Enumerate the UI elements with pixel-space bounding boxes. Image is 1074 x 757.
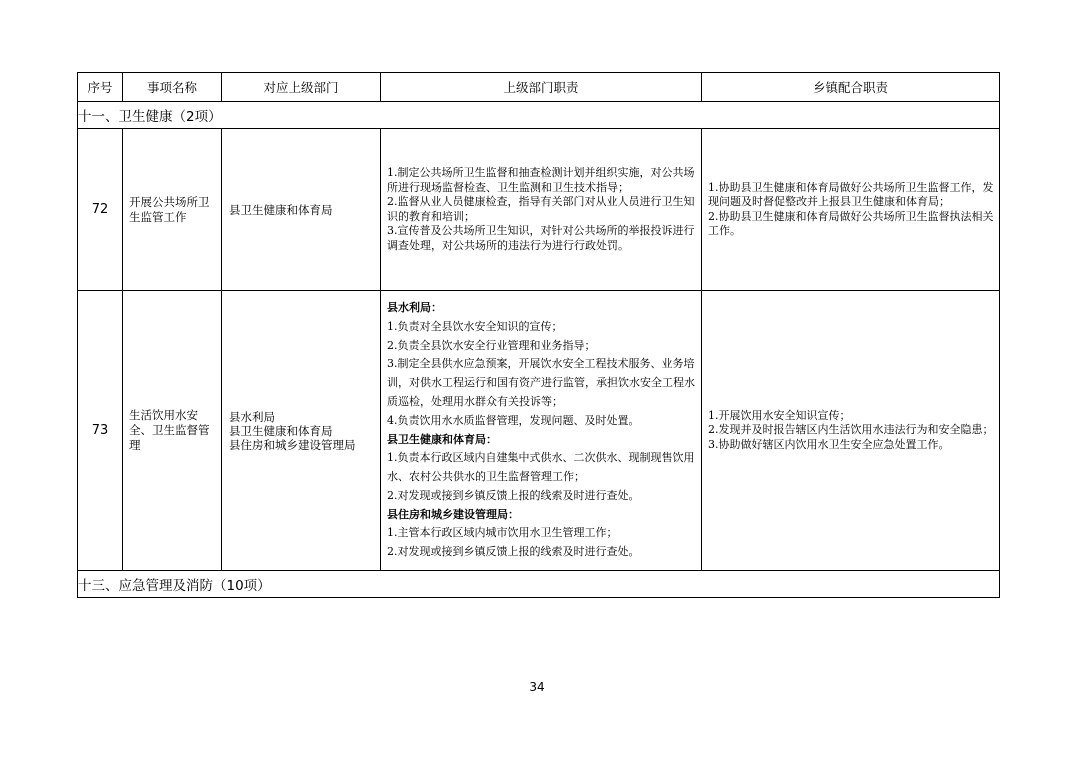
table-row	[78, 291, 1000, 571]
row-number: 72	[78, 129, 123, 291]
duty-item: 1.制定公共场所卫生监督和抽查检测计划并组织实施，对公共场所进行现场监督检查、卫生监测和卫生技术指导；	[387, 166, 695, 194]
duty-item: 2.监督从业人员健康检查，指导有关部门对从业人员进行卫生知识的教育和培训；	[387, 195, 695, 223]
coop-item: 2.发现并及时报告辖区内生活饮用水违法行为和安全隐患；	[708, 423, 994, 437]
dept-line: 县卫生健康和体育局	[229, 423, 333, 438]
section-row-health	[78, 102, 1000, 129]
coop-item: 1.开展饮用水安全知识宣传；	[708, 408, 851, 422]
duty-item: 1.主管本行政区域内城市饮用水卫生管理工作；	[387, 526, 618, 540]
dept-line: 县水利局	[229, 409, 275, 424]
page-number: 34	[529, 680, 545, 694]
superior-dept	[222, 291, 381, 571]
duty-item: 3.制定全县供水应急预案，开展饮水安全工程技术服务、业务培训，对供水工程运行和国有资产进行监管，承担饮水安全工程水质巡检，处理用水群众有关投诉等；	[387, 357, 695, 408]
duty-item: 3.宣传普及公共场所卫生知识，对针对公共场所的举报投诉进行调查处理，对公共场所的违法行为进行行政处罚。	[387, 224, 695, 252]
duty-item: 2.对发现或接到乡镇反馈上报的线索及时进行查处。	[387, 488, 640, 502]
superior-dept	[222, 129, 381, 291]
duty-item: 4.负责饮用水水质监督管理，发现问题、及时处置。	[387, 413, 640, 427]
table-row	[78, 129, 1000, 291]
row-number: 73	[78, 291, 123, 571]
coop-item: 1.协助县卫生健康和体育局做好公共场所卫生监督工作，发现问题及时督促整改并上报县卫生健康和体育局；	[708, 180, 994, 208]
duty-item: 2.负责全县饮水安全行业管理和业务指导；	[387, 338, 596, 352]
township-duties	[702, 129, 1000, 291]
header-row	[78, 73, 1000, 102]
item-name: 开展公共场所卫生监管工作	[123, 129, 222, 291]
superior-duties	[381, 291, 702, 571]
section-row-emergency	[78, 571, 1000, 598]
dept-line: 县卫生健康和体育局	[229, 202, 333, 217]
header-superior-dept: 对应上级部门	[222, 73, 381, 102]
header-item-name: 事项名称	[123, 73, 222, 102]
duty-group-heading: 县水利局：	[387, 300, 442, 314]
item-name: 生活饮用水安全、卫生监督管理	[123, 291, 222, 571]
section-title-health: 十一、卫生健康（2项）	[78, 102, 1000, 129]
duty-item: 1.负责对全县饮水安全知识的宣传；	[387, 319, 563, 333]
duty-group-heading: 县卫生健康和体育局：	[387, 432, 497, 446]
dept-line: 县住房和城乡建设管理局	[229, 437, 356, 452]
header-superior-duties: 上级部门职责	[381, 73, 702, 102]
coop-item: 2.协助县卫生健康和体育局做好公共场所卫生监督执法相关工作。	[708, 209, 994, 237]
header-seq: 序号	[78, 73, 123, 102]
township-duties	[702, 291, 1000, 571]
duty-item: 2.对发现或接到乡镇反馈上报的线索及时进行查处。	[387, 545, 640, 559]
superior-duties	[381, 129, 702, 291]
section-title-emergency: 十三、应急管理及消防（10项）	[78, 571, 1000, 598]
header-township-duties: 乡镇配合职责	[702, 73, 1000, 102]
duty-group-heading: 县住房和城乡建设管理局：	[387, 507, 519, 521]
coop-item: 3.协助做好辖区内饮用水卫生安全应急处置工作。	[708, 437, 950, 451]
duty-item: 1.负责本行政区域内自建集中式供水、二次供水、现制现售饮用水、农村公共供水的卫生监督管理工作；	[387, 451, 695, 484]
duty-table	[77, 72, 1000, 598]
